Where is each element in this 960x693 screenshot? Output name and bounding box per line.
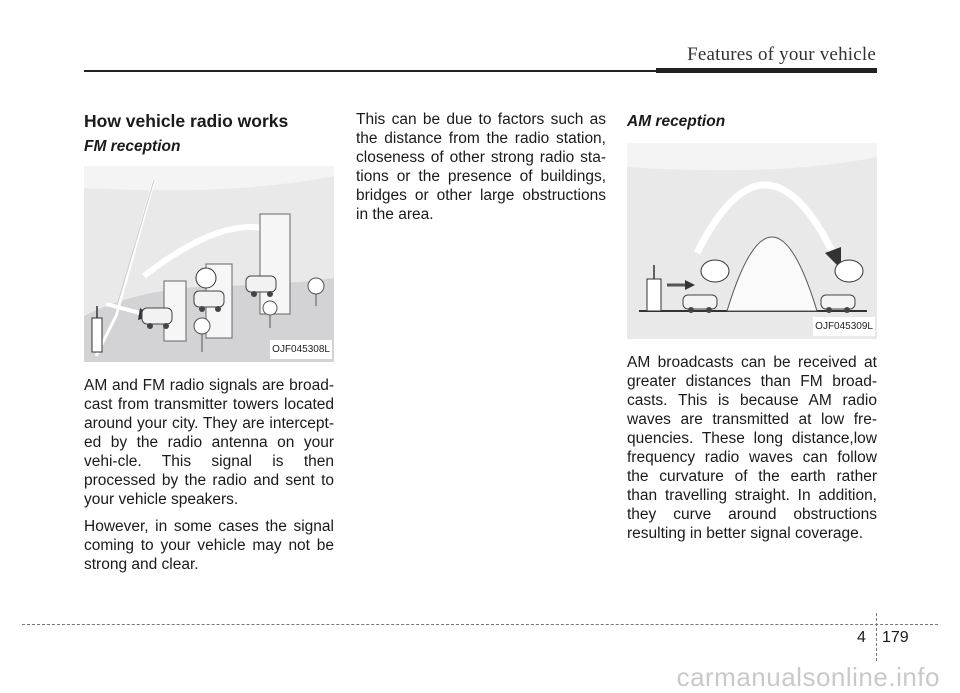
footer-rule xyxy=(22,624,938,625)
chapter-number: 4 xyxy=(857,629,866,646)
left-column xyxy=(84,110,334,582)
figure-code: OJF045309L xyxy=(813,317,875,336)
fm-subheading: FM reception xyxy=(84,138,181,155)
page-header-title: Features of your vehicle xyxy=(687,44,876,65)
page-number: 179 xyxy=(882,629,909,646)
fm-reception-figure xyxy=(84,166,334,362)
middle-column xyxy=(356,110,606,232)
footer-divider xyxy=(876,613,877,661)
am-subheading: AM reception xyxy=(627,113,726,130)
body-paragraph: However, in some cases the signal coming to your vehicle may not be strong and clear. xyxy=(84,518,334,573)
body-paragraph: AM broadcasts can be received at greater distances than FM broad-casts. This is because AM radio waves are transmitted at low fre-quencies. These long distance,low frequency radio waves can follow the curvature of the earth rather than travelling straight. In addition, they curve around obstructions resulting in better signal coverage. xyxy=(627,354,877,542)
fm-reception-illustration xyxy=(84,166,334,362)
body-paragraph: AM and FM radio signals are broad-cast from transmitter towers located around your city. They are intercept-ed by the radio antenna on your vehi-cle. This signal is then processed by the radio and sent to your vehicle speakers. xyxy=(84,377,334,508)
body-paragraph: This can be due to factors such as the distance from the radio station, closeness of other strong radio sta-tions or the presence of buildings, bridges or other large obstructions in the area. xyxy=(356,111,606,223)
right-column xyxy=(627,110,877,551)
section-heading: How vehicle radio works xyxy=(84,111,289,131)
figure-code: OJF045308L xyxy=(270,340,332,359)
am-reception-illustration xyxy=(627,143,877,339)
am-reception-figure xyxy=(627,143,877,339)
watermark: carmanualsonline.info xyxy=(676,662,940,692)
header-rule-accent xyxy=(656,68,877,73)
